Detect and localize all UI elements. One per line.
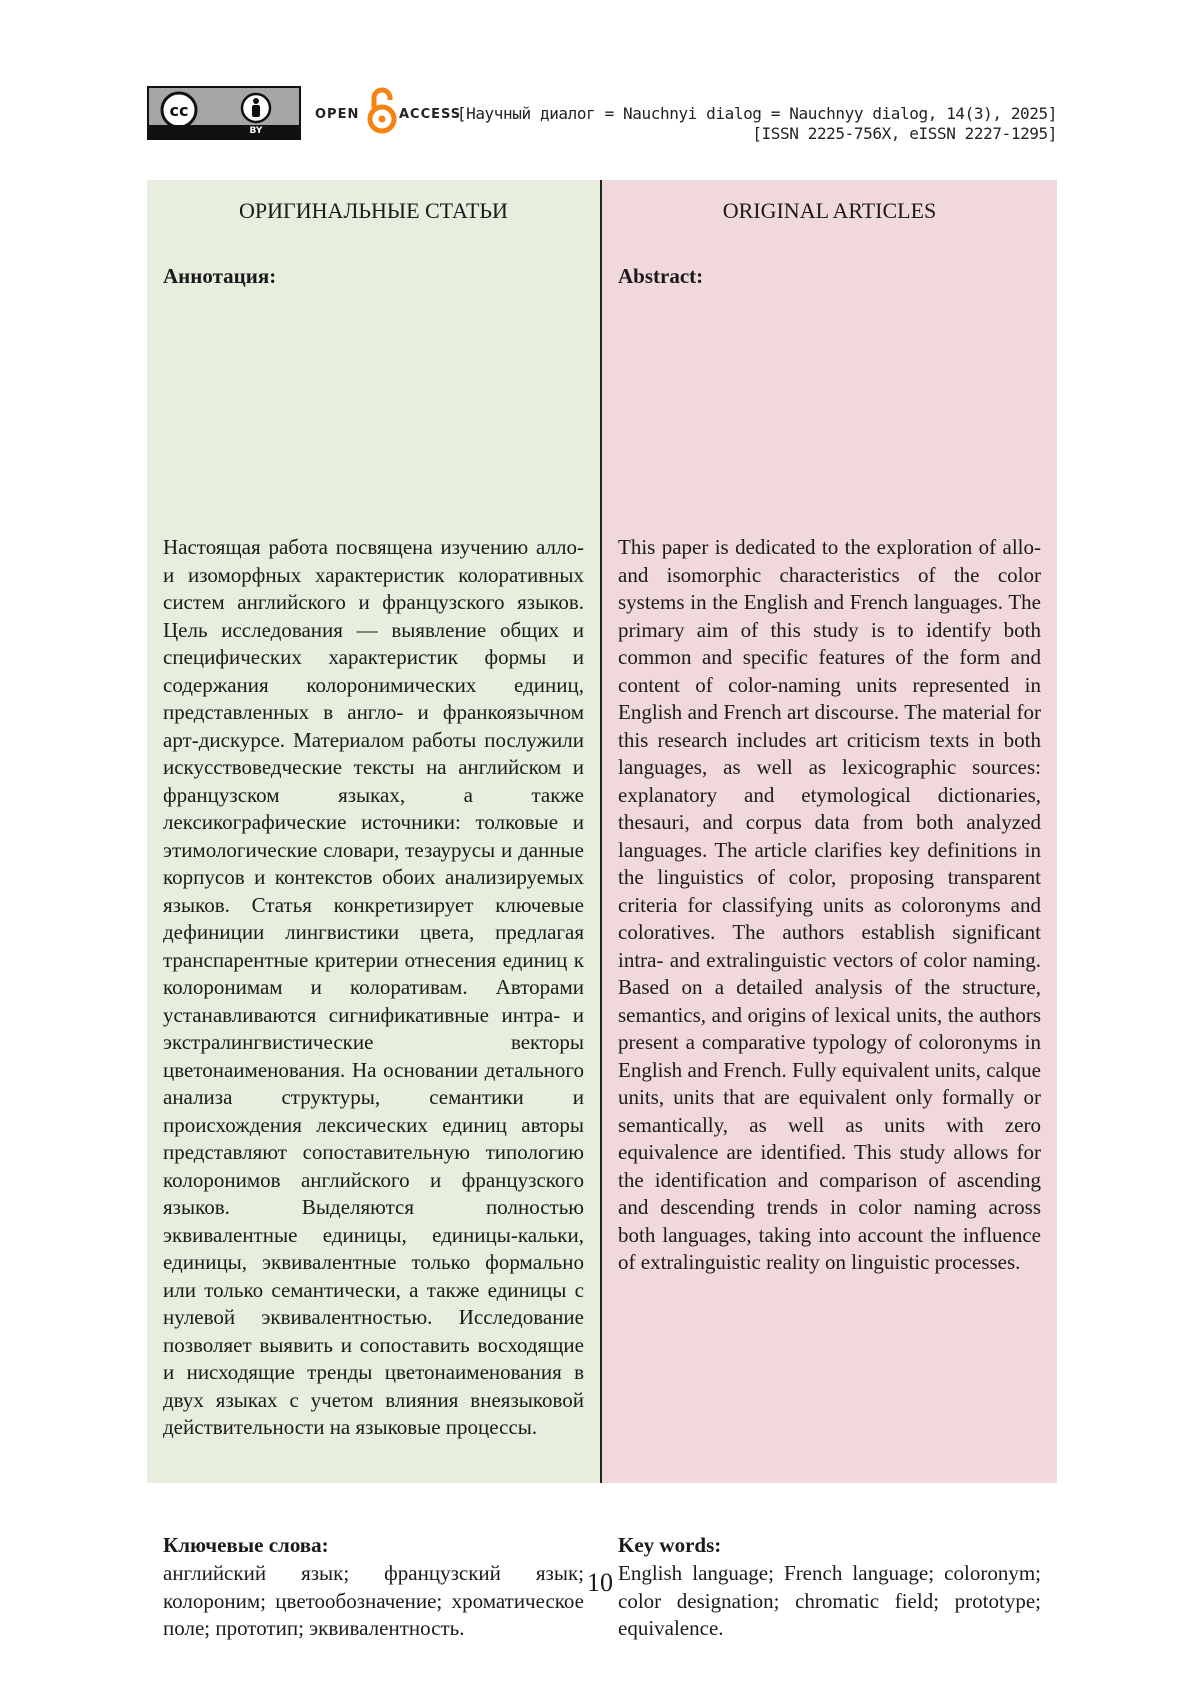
section-title-ru: ОРИГИНАЛЬНЫЕ СТАТЬИ (239, 198, 508, 223)
cc-by-license-badge (147, 86, 301, 140)
keywords-text-en: English language; French language; coloronym; color designation; chromatic field; prototype; equivalence. (618, 1561, 1041, 1640)
page-number: 10 (587, 1568, 613, 1597)
open-access-lock-icon (367, 86, 397, 136)
svg-text:cc: cc (169, 101, 189, 120)
page-header (147, 86, 1057, 142)
open-access-logo (315, 86, 465, 140)
license-badge-by: BY (249, 126, 263, 136)
abstract-text-en: This paper is dedicated to the exploration of allo- and isomorphic characteristics of the color systems in the English and French languages. The primary aim of this study is to identify both common and specific features of the form and content of color-naming units represented in English and French art discourse. The material for this research includes art criticism texts in both languages, as well as lexicographic sources: explanatory and etymological dictionaries, thesauri, and corpus data from both analyzed languages. The article clarifies key definitions in the linguistics of color, proposing transparent criteria for classifying units as coloronyms and coloratives. The authors establish significant intra- and extralinguistic vectors of color naming. Based on a detailed analysis of the structure, semantics, and origins of lexical units, the authors present a comparative typology of coloronyms in English and French. Fully equivalent units, calque units, units that are equivalent only formally or semantically, as well as units with zero equivalence are identified. This study allows for the identification and comparison of ascending and descending trends in color naming across both languages, taking into account the influence of extralinguistic reality on linguistic processes. (618, 535, 1041, 1274)
abstract-label-en: Abstract: (618, 264, 704, 288)
oa-open-text: OPEN (315, 107, 360, 122)
journal-citation (457, 104, 1057, 144)
abstract-text-ru: Настоящая работа посвящена изучению алло- и изоморфных характеристик колоративных систем английского и французского языков. Цель исследования — выявление общих и специфических характеристик формы и содержания колоронимических единиц, представленных в англо- и франкоязычном арт-дискурсе. Материалом работы послужили искусствоведческие тексты на английском и французском языках, а также лексикографические источники: толковые и этимологические словари, тезаурусы и данные корпусов и контекстов обоих анализируемых языков. Статья конкретизирует ключевые дефиниции лингвистики цвета, предлагая транспарентные критерии отнесения единиц к колоронимам и колоративам. Авторами устанавливаются сигнификативные интра- и экстралингвистические векторы цветонаименования. На основании детального анализа структуры, семантики и происхождения лексических единиц авторы представляют сопоставительную типологию колоронимов английского и французского языков. Выделяются полностью эквивалентные единицы, единицы-кальки, единицы, эквивалентные только формально или только семантически, а также единицы с нулевой эквивалентностью. Исследование позволяет выявить и сопоставить восходящие и нисходящие тренды цветонаименования в двух языках с учетом влияния внеязыковой действительности на языковые процессы. (163, 535, 584, 1439)
citation-line-2: [ISSN 2225-756X, eISSN 2227-1295] (752, 124, 1057, 143)
creative-commons-icon (157, 91, 297, 129)
keywords-label-ru: Ключевые слова: (163, 1533, 329, 1557)
attribution-person-icon (242, 94, 270, 122)
oa-access-text: ACCESS (399, 107, 462, 122)
abstract-label-ru: Аннотация: (163, 264, 277, 288)
keywords-label-en: Key words: (618, 1533, 722, 1557)
section-title-en: ORIGINAL ARTICLES (722, 198, 937, 223)
english-abstract-panel (602, 180, 1057, 1640)
citation-line-1: [Научный диалог = Nauchnyi dialog = Nauchnyy dialog, 14(3), 2025] (456, 104, 1057, 123)
keywords-text-ru: английский язык; французский язык; колороним; цветообозначение; хроматическое поле; прототип; эквивалентность. (163, 1561, 584, 1640)
